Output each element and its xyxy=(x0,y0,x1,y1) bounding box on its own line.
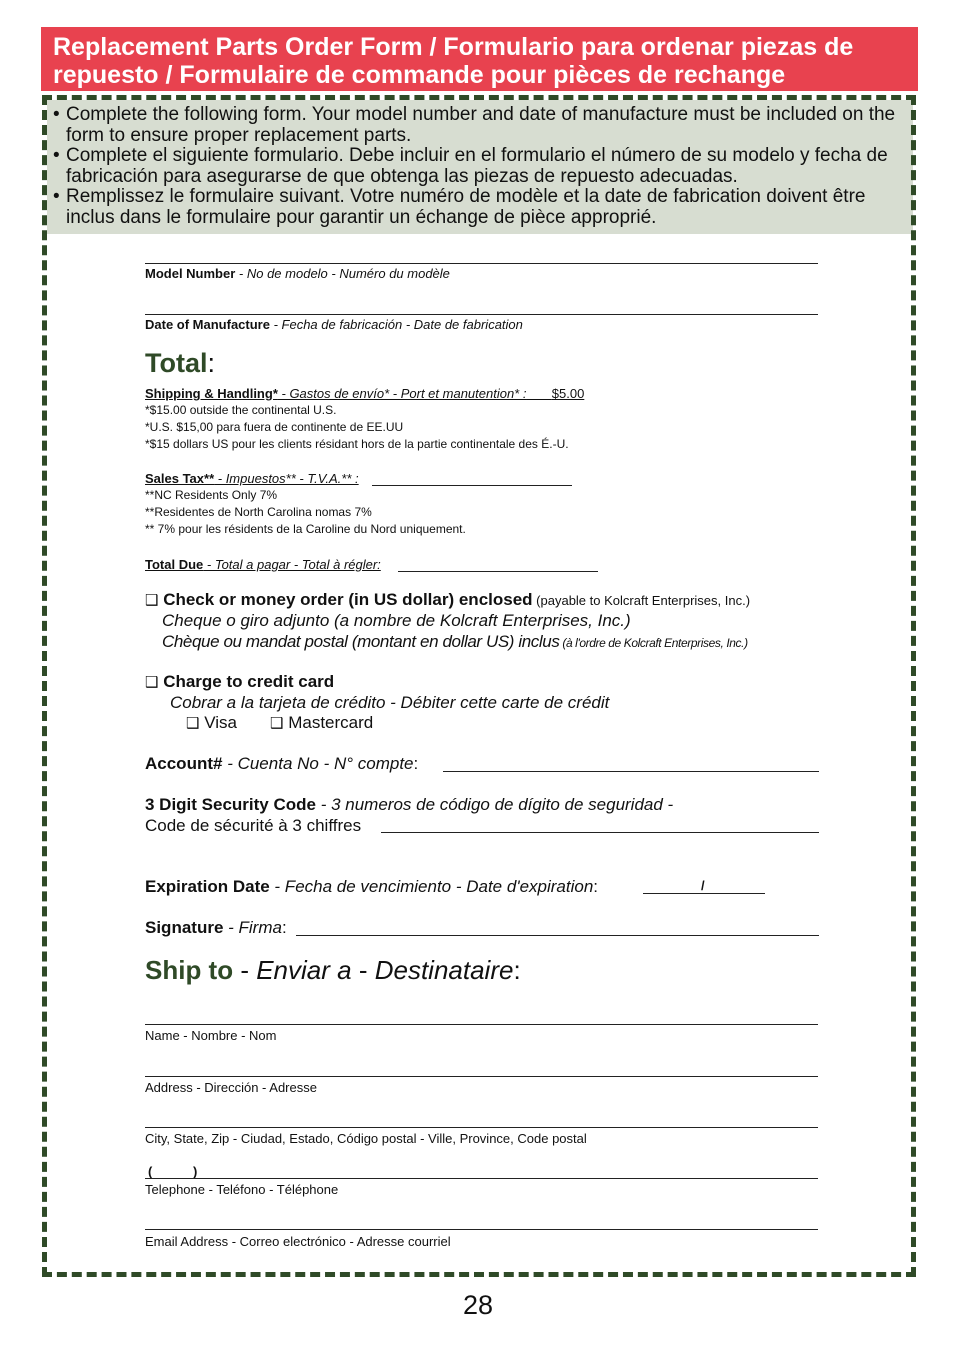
expiration-label: Expiration Date - Fecha de vencimiento - Date d'expiration: xyxy=(145,877,599,896)
email-label: Email Address - Correo electrónico - Adresse courriel xyxy=(145,1234,451,1249)
visa-label: Visa xyxy=(204,713,237,732)
security-code-field[interactable] xyxy=(381,832,819,833)
shipping-label: Shipping & Handling* - Gastos de envío* - Port et manutention* : $5.00 xyxy=(145,386,585,401)
sales-tax-label: Sales Tax** - Impuestos** - T.V.A.** : xyxy=(145,471,359,486)
address-field[interactable] xyxy=(145,1076,818,1077)
signature-field[interactable] xyxy=(296,935,819,936)
page-number: 28 xyxy=(463,1290,494,1320)
expiration-field[interactable] xyxy=(643,893,765,894)
shipping-amount: $5.00 xyxy=(551,386,585,401)
expiration-slash: / xyxy=(701,878,705,893)
instruction-es: • Complete el siguiente formulario. Debe incluir en el formulario el número de su modelo y fecha de fabricación para asegurarse de que obtenga las piezas de repuesto adecuadas. xyxy=(53,146,913,187)
check-label-fr: Chèque ou mandat postal (montant en dollar US) inclus (à l'ordre de Kolcraft Enterprises, Inc.) xyxy=(162,632,748,651)
account-label: Account# - Cuenta No - N° compte: xyxy=(145,754,419,773)
total-due-field[interactable] xyxy=(398,571,598,572)
address-label: Address - Dirección - Adresse xyxy=(145,1080,317,1095)
card-type-options xyxy=(186,713,373,733)
mastercard-label: Mastercard xyxy=(288,713,374,732)
security-code-label-fr: Code de sécurité à 3 chiffres xyxy=(145,816,362,835)
city-state-zip-label: City, State, Zip - Ciudad, Estado, Código postal - Ville, Province, Code postal xyxy=(145,1131,587,1146)
shipping-note-fr: *$15 dollars US pour les clients résidant hors de la partie continentale des É.-U. xyxy=(145,437,569,451)
name-field[interactable] xyxy=(145,1024,818,1025)
area-code-open-paren: ( xyxy=(148,1164,153,1179)
area-code-close-paren: ) xyxy=(193,1164,198,1179)
telephone-label: Telephone - Teléfono - Téléphone xyxy=(145,1182,339,1197)
check-option: ❑ Check or money order (in US dollar) enclosed (payable to Kolcraft Enterprises, Inc.) xyxy=(145,590,751,609)
check-label-es: Cheque o giro adjunto (a nombre de Kolcraft Enterprises, Inc.) xyxy=(162,611,631,630)
account-field[interactable] xyxy=(443,771,819,772)
telephone-field[interactable] xyxy=(145,1178,818,1179)
model-number-field[interactable] xyxy=(145,263,818,264)
check-checkbox[interactable]: ❑ xyxy=(145,592,159,609)
email-field[interactable] xyxy=(145,1229,818,1230)
sales-tax-note-en: **NC Residents Only 7% xyxy=(145,488,278,502)
signature-label: Signature - Firma: xyxy=(145,918,287,937)
visa-checkbox[interactable]: ❑ xyxy=(186,715,200,732)
name-label: Name - Nombre - Nom xyxy=(145,1028,277,1043)
total-due-label: Total Due - Total a pagar - Total à régler: xyxy=(145,557,381,572)
sales-tax-note-fr: ** 7% pour les résidents de la Caroline du Nord uniquement. xyxy=(145,522,466,536)
date-of-manufacture-field[interactable] xyxy=(145,314,818,315)
credit-card-checkbox[interactable]: ❑ xyxy=(145,674,159,691)
shipping-note-en: *$15.00 outside the continental U.S. xyxy=(145,403,337,417)
sales-tax-note-es: **Residentes de North Carolina nomas 7% xyxy=(145,505,372,519)
security-code-label: 3 Digit Security Code - 3 numeros de código de dígito de seguridad - xyxy=(145,795,674,814)
credit-card-option: ❑ Charge to credit card xyxy=(145,672,335,691)
instruction-fr: • Remplissez le formulaire suivant. Votre numéro de modèle et la date de fabrication doivent être inclus dans le formulaire pour garantir un échange de pièce approprié. xyxy=(53,187,913,228)
mastercard-checkbox[interactable]: ❑ xyxy=(270,715,284,732)
date-of-manufacture-label: Date of Manufacture - Fecha de fabricación - Date de fabrication xyxy=(145,317,523,332)
form-title-banner xyxy=(41,27,918,91)
form-title: Replacement Parts Order Form / Formulario para ordenar piezas de repuesto / Formulaire de commande pour pièces de rechange xyxy=(53,33,854,89)
credit-card-label-alt: Cobrar a la tarjeta de crédito - Débiter cette carte de crédit xyxy=(170,693,610,712)
instruction-en: • Complete the following form. Your model number and date of manufacture must be included on the form to ensure proper replacement parts. xyxy=(53,105,913,146)
ship-to-heading: Ship to - Enviar a - Destinataire: xyxy=(145,955,521,985)
model-number-label: Model Number - No de modelo - Numéro du modèle xyxy=(145,266,450,281)
total-heading: Total: xyxy=(145,348,216,378)
city-state-zip-field[interactable] xyxy=(145,1127,818,1128)
shipping-note-es: *U.S. $15,00 para fuera de continente de EE.UU xyxy=(145,420,404,434)
sales-tax-field[interactable] xyxy=(372,485,572,486)
